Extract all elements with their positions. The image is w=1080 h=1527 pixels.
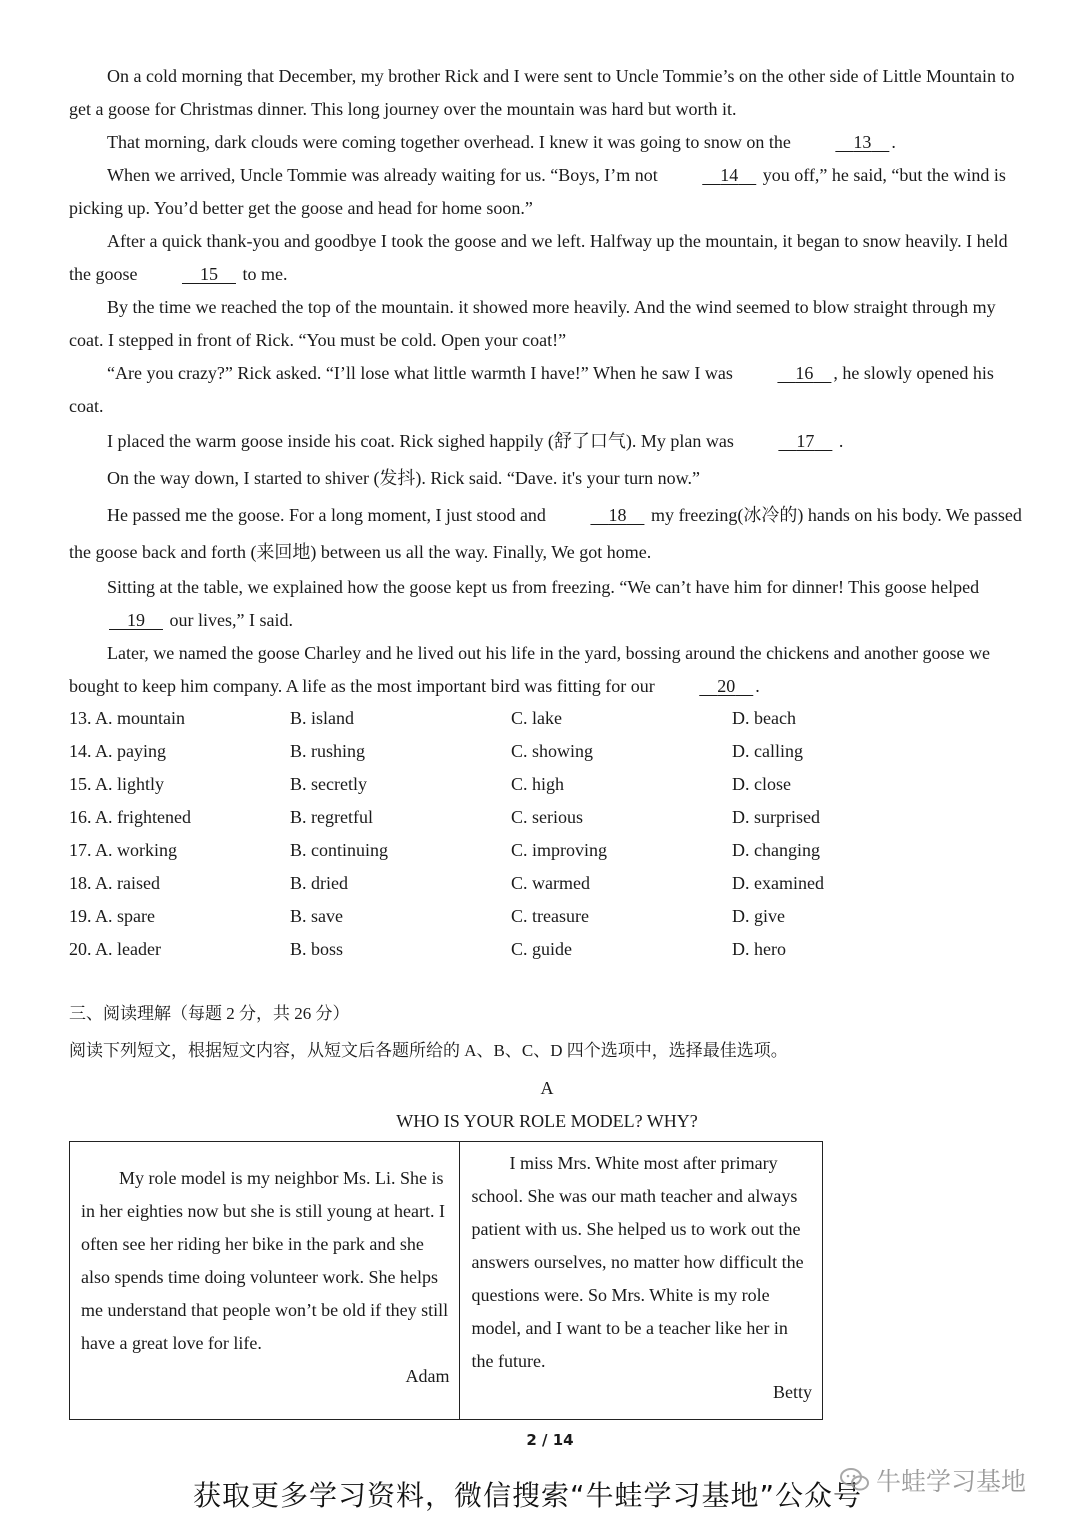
text: After a quick thank-you and goodbye I took the goose and we left. Halfway up the mountain, it began to snow heavily. I held the goose [69,231,1008,284]
option: 18. A. raised [69,873,160,893]
option: B. boss [290,939,344,959]
option: C. treasure [511,906,589,926]
betty-signature: Betty [773,1382,812,1402]
text: He passed me the goose. For a long moment, I just stood and [107,505,551,525]
option: D. changing [732,840,820,860]
text: That morning, dark clouds were coming together overhead. I knew it was going to snow on the [107,132,796,152]
option: C. serious [511,807,583,827]
text: our lives,” I said. [165,610,293,630]
paragraph-7 [69,423,1029,460]
watermark-label: 牛蛙学习基地 [876,1467,1027,1496]
paragraph-11 [69,637,1029,703]
option: D. hero [732,939,786,959]
options-row [69,702,969,735]
option: C. showing [511,741,594,761]
text: I placed the warm goose inside his coat. Rick sighed happily (舒了口气). My plan was [107,431,739,451]
table-cell-betty [460,1142,822,1419]
text: . [834,431,844,451]
blank-17-label: 17 [796,431,815,451]
option: B. save [290,906,343,926]
text: . [891,132,896,152]
option: B. continuing [290,840,388,860]
options-row [69,735,969,768]
option: 17. A. working [69,840,177,860]
paragraph-4 [69,225,1029,291]
paragraph-3 [69,159,1029,225]
footer-text: 获取更多学习资料，微信搜索“牛蛙学习基地”公众号 [193,1479,863,1512]
betty-text: I miss Mrs. White most after primary school. She was our math teacher and always patient with us. She helped us to work out the answers ourselves, no matter how difficult the questions were. So Mrs. White is my role model, and I want to be a teacher like her in the future. [471,1153,804,1371]
option: B. island [290,708,355,728]
option: C. improving [511,840,608,860]
option: C. guide [511,939,572,959]
blank-20-label: 20 [717,676,736,696]
option: D. beach [732,708,796,728]
table-cell-adam [70,1142,460,1419]
text: you off,” he said, “but the wind is picking up. You’d better get the goose and head for home soon.” [69,165,1006,218]
option: 13. A. mountain [69,708,185,728]
option: B. secretly [290,774,367,794]
option: C. high [511,774,565,794]
option: D. surprised [732,807,820,827]
text: “Are you crazy?” Rick asked. “I’ll lose what little warmth I have!” When he saw I was [107,363,738,383]
blank-17 [738,423,834,460]
answer-options [69,702,969,966]
text: . [755,676,760,696]
text: Sitting at the table, we explained how the goose kept us from freezing. “We can’t have him for dinner! This goose helped [107,577,980,597]
blank-14-label: 14 [720,165,739,185]
option: C. warmed [511,873,590,893]
option: B. rushing [290,741,366,761]
option: 19. A. spare [69,906,155,926]
blank-18 [550,497,646,534]
text: Later, we named the goose Charley and he lived out his life in the yard, bossing around the chickens and another goose we bought to keep him company. A life as the most important bird was fitting for our [69,643,991,696]
text: , he slowly opened his coat. [69,363,994,416]
blank-16-label: 16 [795,363,814,383]
adam-signature: Adam [405,1366,450,1386]
option: 15. A. lightly [69,774,165,794]
option: C. lake [511,708,562,728]
option: D. give [732,906,785,926]
options-row [69,900,969,933]
paragraph-10 [69,571,1029,637]
option: D. close [732,774,791,794]
passage-title: WHO IS YOUR ROLE MODEL? WHY? [396,1111,698,1131]
paragraph-9 [69,497,1029,571]
role-model-table [69,1141,823,1420]
blank-18-label: 18 [608,505,627,525]
paragraph-5: By the time we reached the top of the mountain. it showed more heavily. And the wind seemed to blow straight through my coat. I stepped in front of Rick. “You must be cold. Open your coat!” [69,297,996,350]
text: to me. [237,264,288,284]
blank-19 [69,604,165,637]
options-row [69,933,969,966]
option: D. calling [732,741,803,761]
options-row [69,867,969,900]
paragraph-8: On the way down, I started to shiver (发抖). Rick said. “Dave. it's your turn now.” [107,468,700,488]
options-row [69,768,969,801]
blank-20 [659,670,755,703]
options-row [69,801,969,834]
option: 14. A. paying [69,741,166,761]
wechat-icon [840,1467,870,1493]
blank-14 [662,159,758,192]
cloze-passage [69,60,1029,703]
blank-16 [737,357,833,390]
option: D. examined [732,873,824,893]
text: When we arrived, Uncle Tommie was already waiting for us. “Boys, I’m not [107,165,663,185]
paragraph-1: On a cold morning that December, my brother Rick and I were sent to Uncle Tommie’s on the other side of Little Mountain to get a goose for Christmas dinner. This long journey over the mountain was hard but worth it. [69,66,1015,119]
option: B. dried [290,873,348,893]
blank-15-label: 15 [199,264,218,284]
paragraph-2 [69,126,1029,159]
option: B. regretful [290,807,373,827]
adam-text: My role model is my neighbor Ms. Li. She is in her eighties now but she is still young at heart. I often see her riding her bike in the park and she also spends time doing volunteer work. She helps me understand that people won’t be old if they still have a great love for life. [81,1168,449,1353]
passage-letter: A [540,1078,554,1098]
section-heading: 三、阅读理解（每题 2 分，共 26 分） [69,1004,350,1023]
paragraph-6 [69,357,1029,423]
blank-15 [142,258,238,291]
page-number: 2 / 14 [526,1431,574,1449]
option: 20. A. leader [69,939,161,959]
options-row [69,834,969,867]
blank-13-label: 13 [853,132,872,152]
wechat-watermark [840,1462,1026,1498]
text: my freezing(冰冷的) hands on his body. We passed the goose back and forth (来回地) between us all the way. Finally, We got home. [69,505,1022,562]
blank-19-label: 19 [127,610,145,630]
section-instruction: 阅读下列短文，根据短文内容，从短文后各题所给的 A、B、C、D 四个选项中，选择最佳选项。 [69,1041,788,1060]
blank-13 [795,126,891,159]
option: 16. A. frightened [69,807,191,827]
